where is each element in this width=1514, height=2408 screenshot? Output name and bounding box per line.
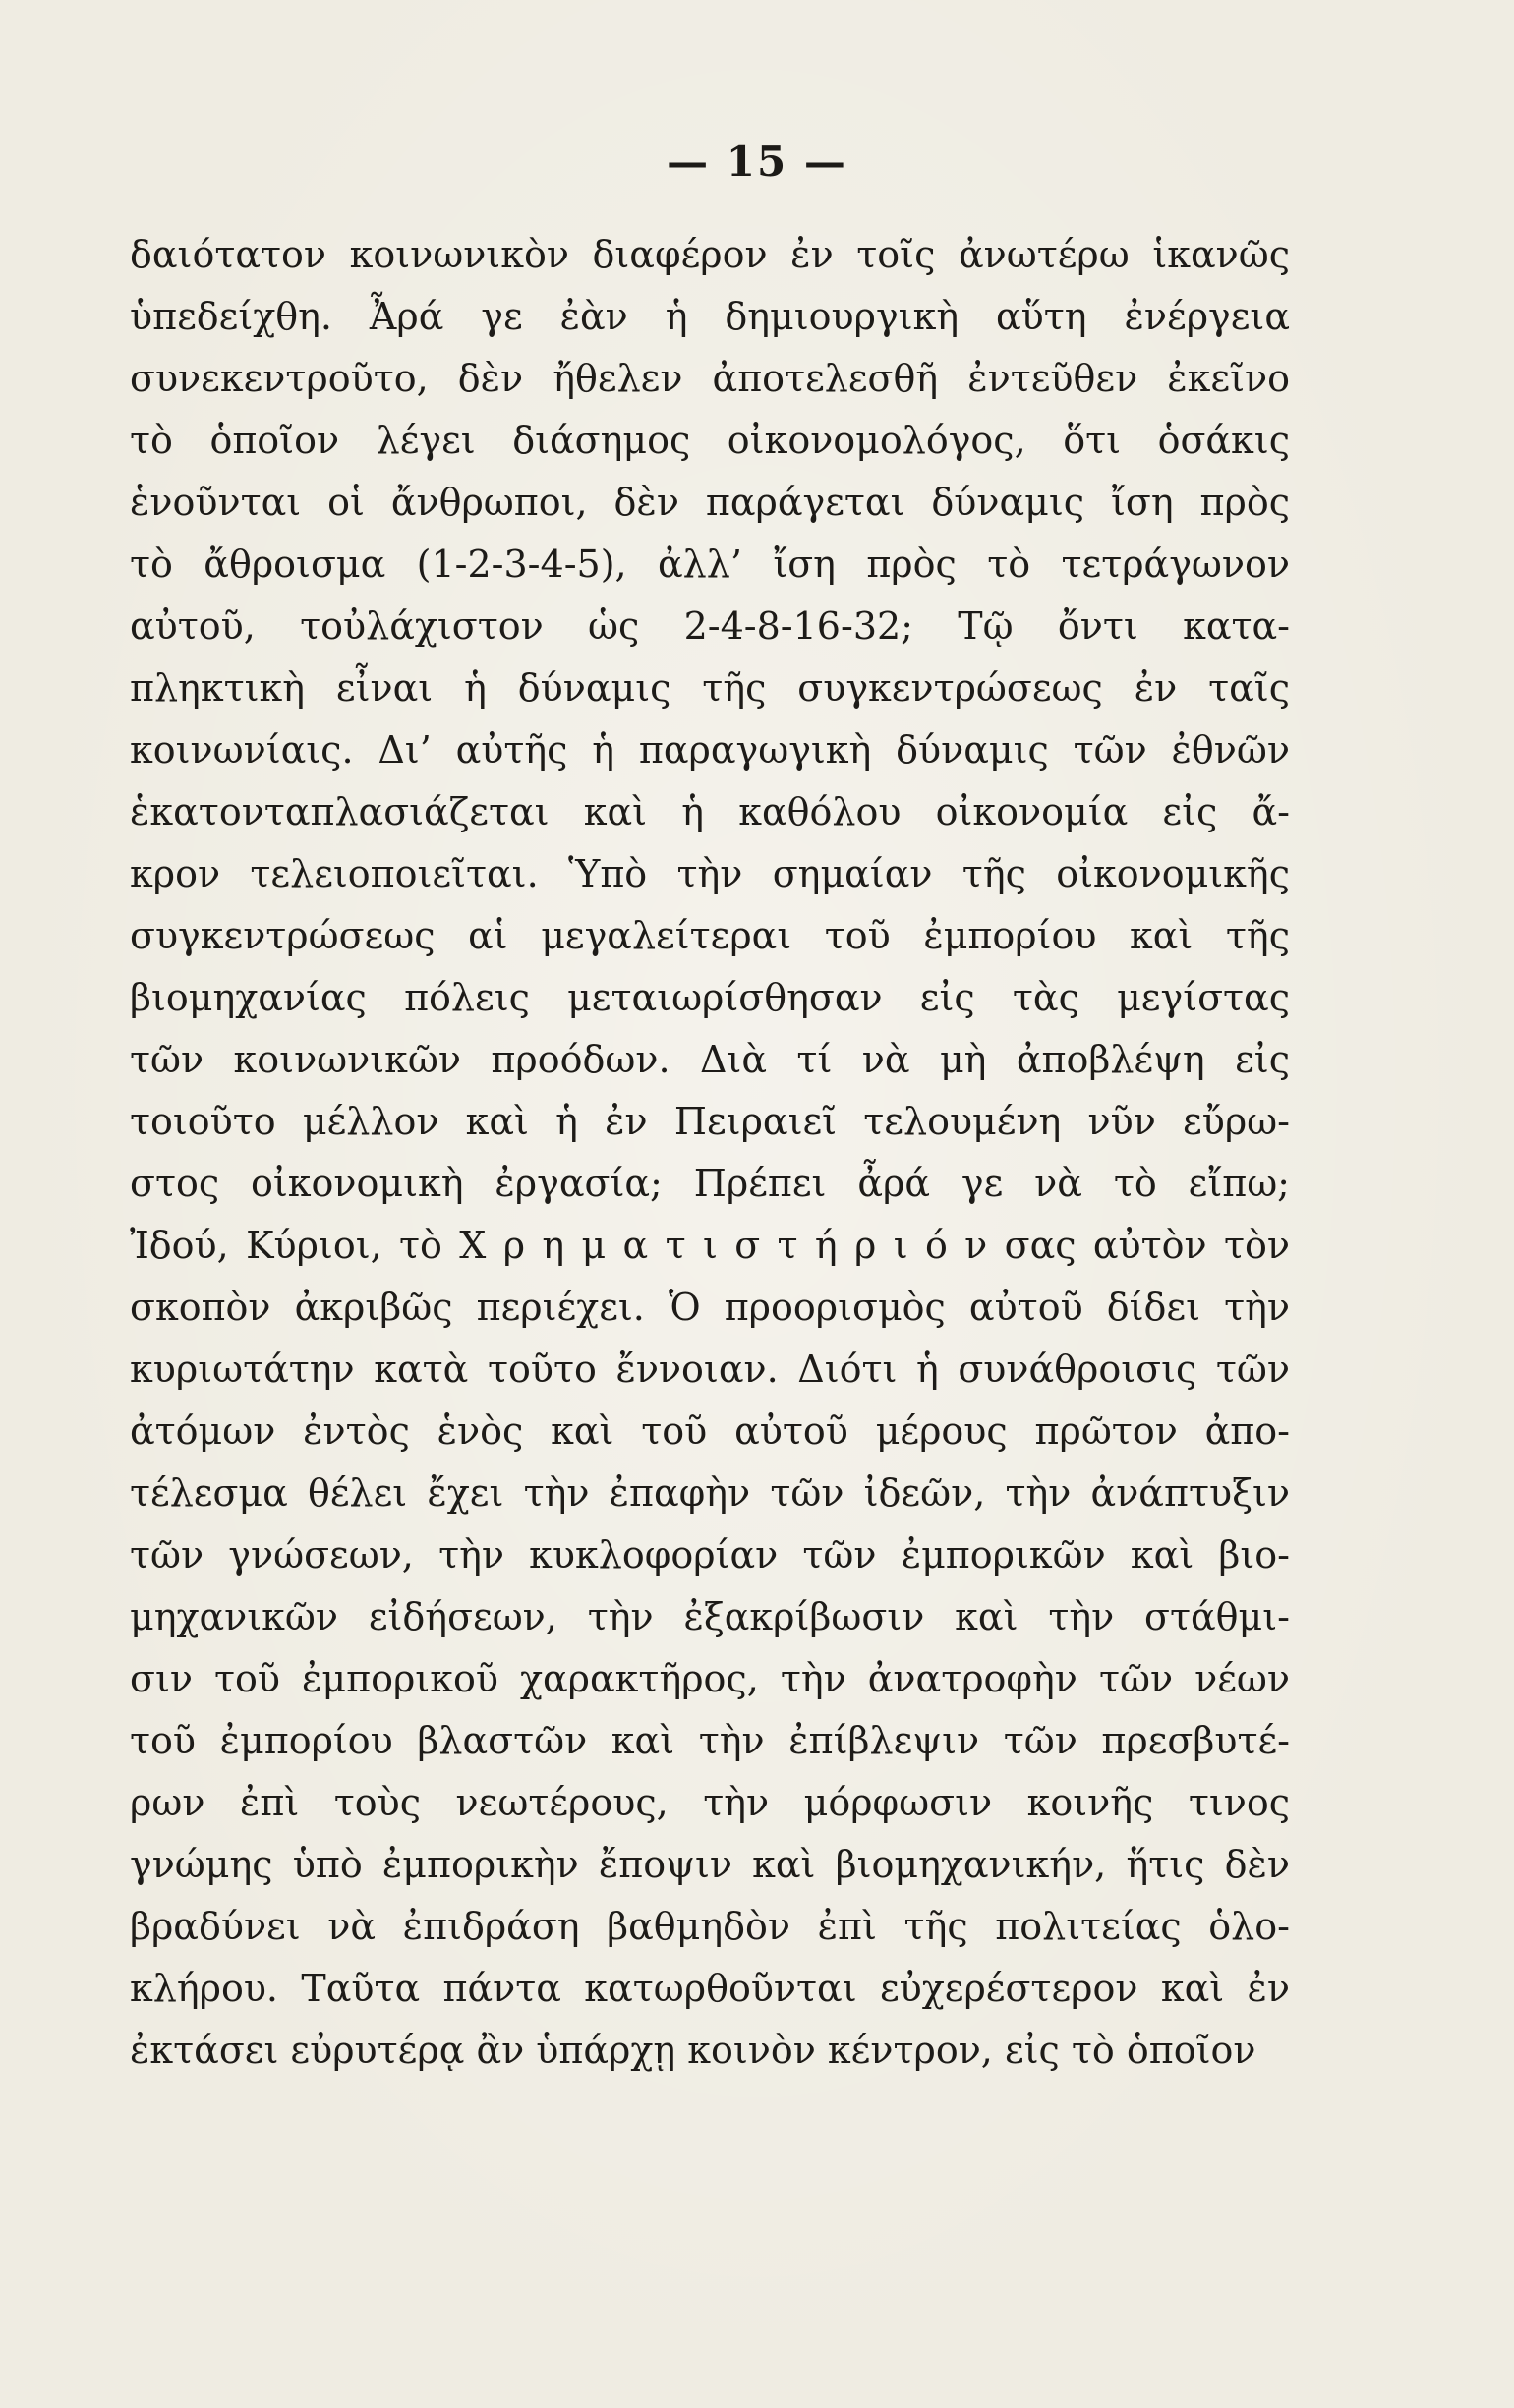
text-line: τῶν γνώσεων, τὴν κυκλοφορίαν τῶν ἐμπορικῶν καὶ βιο- (130, 1533, 1290, 1577)
text-line: κυριωτάτην κατὰ τοῦτο ἔννοιαν. Διότι ἡ συνάθροισις τῶν (130, 1347, 1290, 1391)
text-line: βραδύνει νὰ ἐπιδράση βαθμηδὸν ἐπὶ τῆς πολιτείας ὁλο- (130, 1905, 1290, 1948)
text-line: ὑπεδείχθη. Ἆρά γε ἐὰν ἡ δημιουργικὴ αὕτη ἐνέργεια (130, 295, 1290, 338)
text-line: ἑνοῦνται οἱ ἄνθρωποι, δὲν παράγεται δύναμις ἴση πρὸς (130, 481, 1290, 524)
text-line: πληκτικὴ εἶναι ἡ δύναμις τῆς συγκεντρώσεως ἐν ταῖς (130, 666, 1290, 710)
text-line: τῶν κοινωνικῶν προόδων. Διὰ τί νὰ μὴ ἀποβλέψη εἰς (130, 1038, 1290, 1081)
text-line: συγκεντρώσεως αἱ μεγαλείτεραι τοῦ ἐμπορίου καὶ τῆς (130, 914, 1290, 957)
text-line: τὸ ὁποῖον λέγει διάσημος οἰκονομολόγος, ὅτι ὁσάκις (130, 419, 1290, 462)
text-line: κρον τελειοποιεῖται. Ὑπὸ τὴν σημαίαν τῆς οἰκονομικῆς (130, 852, 1290, 895)
text-line: σιν τοῦ ἐμπορικοῦ χαρακτῆρος, τὴν ἀνατροφὴν τῶν νέων (130, 1657, 1290, 1700)
body-text (130, 224, 1290, 2082)
text-line: τέλεσμα θέλει ἔχει τὴν ἐπαφὴν τῶν ἰδεῶν, τὴν ἀνάπτυξιν (130, 1471, 1290, 1515)
text-line: Ἰδού, Κύριοι, τὸ Χ ρ η μ α τ ι σ τ ή ρ ι ό ν σας αὐτὸν τὸν (130, 1224, 1290, 1267)
text-line: συνεκεντροῦτο, δὲν ἤθελεν ἀποτελεσθῆ ἐντεῦθεν ἐκεῖνο (130, 357, 1290, 400)
text-line: βιομηχανίας πόλεις μεταιωρίσθησαν εἰς τὰς μεγίστας (130, 976, 1290, 1019)
text-line: γνώμης ὑπὸ ἐμπορικὴν ἔποψιν καὶ βιομηχανικήν, ἥτις δὲν (130, 1843, 1290, 1886)
text-line: κλήρου. Ταῦτα πάντα κατωρθοῦνται εὐχερέστερον καὶ ἐν (130, 1967, 1290, 2010)
text-line: κοινωνίαις. Δι’ αὐτῆς ἡ παραγωγικὴ δύναμις τῶν ἐθνῶν (130, 728, 1290, 772)
text-line: ἑκατονταπλασιάζεται καὶ ἡ καθόλου οἰκονομία εἰς ἄ- (130, 790, 1290, 833)
text-line: ἐκτάσει εὐρυτέρᾳ ἂν ὑπάρχῃ κοινὸν κέντρον, εἰς τὸ ὁποῖον (130, 2029, 1256, 2072)
page-number: — 15 — (667, 138, 847, 186)
text-line: σκοπὸν ἀκριβῶς περιέχει. Ὁ προορισμὸς αὐτοῦ δίδει τὴν (130, 1286, 1290, 1329)
text-line: ρων ἐπὶ τοὺς νεωτέρους, τὴν μόρφωσιν κοινῆς τινος (130, 1781, 1290, 1824)
text-line: τοῦ ἐμπορίου βλαστῶν καὶ τὴν ἐπίβλεψιν τῶν πρεσβυτέ- (130, 1719, 1290, 1762)
text-line: τοιοῦτο μέλλον καὶ ἡ ἐν Πειραιεῖ τελουμένη νῦν εὔρω- (130, 1100, 1290, 1143)
text-line: τὸ ἄθροισμα (1-2-3-4-5), ἀλλ’ ἴση πρὸς τὸ τετράγωνον (130, 543, 1290, 586)
text-line: στος οἰκονομικὴ ἐργασία; Πρέπει ἆρά γε νὰ τὸ εἴπω; (130, 1162, 1290, 1205)
text-line: αὐτοῦ, τοὐλάχιστον ὡς 2-4-8-16-32; Τῷ ὄντι κατα- (130, 604, 1290, 648)
text-line: μηχανικῶν εἰδήσεων, τὴν ἐξακρίβωσιν καὶ τὴν στάθμι- (130, 1595, 1290, 1638)
text-line: δαιότατον κοινωνικὸν διαφέρον ἐν τοῖς ἀνωτέρω ἱκανῶς (130, 233, 1290, 276)
text-line: ἀτόμων ἐντὸς ἑνὸς καὶ τοῦ αὐτοῦ μέρους πρῶτον ἀπο- (130, 1409, 1290, 1453)
